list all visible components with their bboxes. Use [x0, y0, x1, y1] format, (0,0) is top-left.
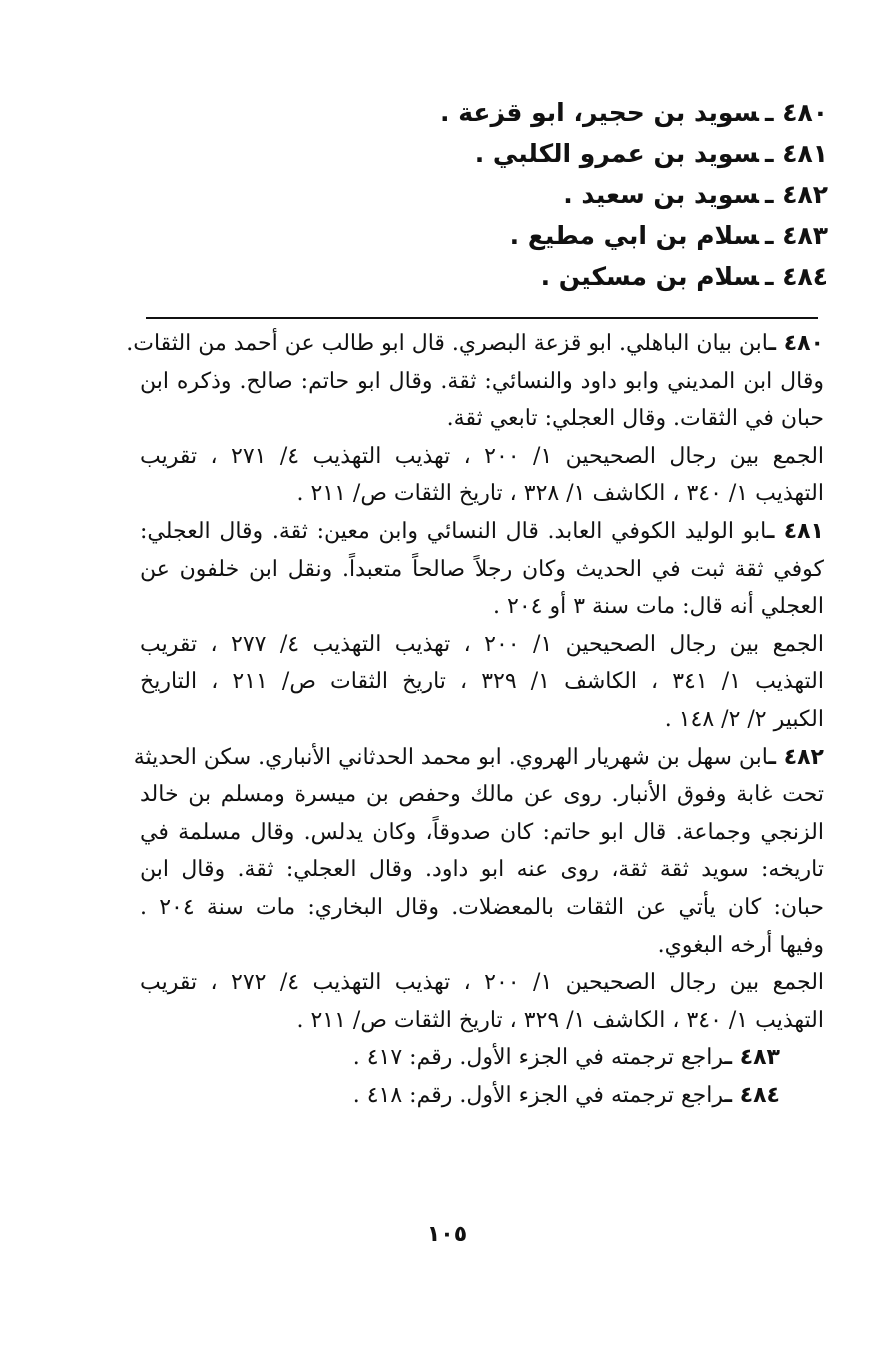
note-482-line-4 [140, 851, 824, 889]
note-482-ref-2 [140, 1002, 824, 1040]
note-481-line-3 [140, 588, 824, 626]
entry-483 [408, 215, 828, 256]
entry-name: سويد بن عمرو الكلبي . [474, 139, 759, 168]
note-number: ٤٨٢ ـ [768, 744, 824, 770]
entry-number: ٤٨١ ـ [764, 139, 828, 168]
note-483-line-1 [140, 1039, 824, 1077]
note-text: راجع ترجمته في الجزء الأول. رقم: ٤١٧ . [352, 1045, 725, 1071]
note-reference: التهذيب ١/ ٣٤٠ ، الكاشف ١/ ٣٢٨ ، تاريخ الثقات ص/ ٢١١ . [296, 481, 824, 507]
note-481-line-2 [140, 551, 824, 589]
footnote-divider [146, 317, 818, 319]
note-text: حبان في الثقات. وقال العجلي: تابعي ثقة. [446, 406, 824, 432]
entry-481 [408, 133, 828, 174]
note-text: ابن سهل بن شهريار الهروي. ابو محمد الحدثاني الأنباري. سكن الحديثة [133, 744, 769, 770]
note-text: ابو الوليد الكوفي العابد. قال النسائي وابن معين: ثقة. وقال العجلي: [140, 518, 767, 544]
note-text: راجع ترجمته في الجزء الأول. رقم: ٤١٨ . [352, 1082, 725, 1108]
entry-name: سويد بن سعيد . [563, 180, 759, 209]
note-text: كوفي ثقة ثبت في الحديث وكان رجلاً صالحاً متعبداً. ونقل ابن خلفون عن [140, 556, 824, 582]
note-text: حبان: كان يأتي عن الثقات بالمعضلات. وقال البخاري: مات سنة ٢٠٤ . [140, 894, 824, 920]
note-481-line-1 [140, 513, 824, 551]
note-number: ٤٨٤ ـ [724, 1082, 780, 1108]
note-481-ref-3 [140, 701, 824, 739]
entry-number: ٤٨٤ ـ [764, 262, 828, 291]
entry-number: ٤٨٢ ـ [764, 180, 828, 209]
entry-list [408, 92, 828, 297]
note-reference: الكبير ٢/ ٢/ ١٤٨ . [664, 706, 824, 732]
note-text: ابن بيان الباهلي. ابو قزعة البصري. قال ابو طالب عن أحمد من الثقات. [126, 331, 769, 356]
page-number: ١٠٥ [426, 1222, 468, 1247]
note-reference: التهذيب ١/ ٣٤١ ، الكاشف ١/ ٣٢٩ ، تاريخ الثقات ص/ ٢١١ ، التاريخ [140, 669, 824, 695]
note-480-line-1 [126, 325, 824, 363]
entry-number: ٤٨٣ ـ [764, 221, 828, 250]
footnotes [126, 325, 825, 1114]
note-480-ref-2 [140, 475, 824, 513]
note-482-line-2 [140, 776, 824, 814]
note-reference: الجمع بين رجال الصحيحين ١/ ٢٠٠ ، تهذيب التهذيب ٤/ ٢٧٢ ، تقريب [140, 970, 825, 996]
note-number: ٤٨٠ ـ [768, 331, 824, 356]
entry-number: ٤٨٠ ـ [764, 98, 828, 127]
note-text: تحت غابة وفوق الأنبار. روى عن مالك وحفص بن ميسرة ومسلم بن خالد [140, 782, 824, 808]
note-482-line-5 [140, 889, 824, 927]
note-482-line-6 [140, 927, 824, 965]
note-reference: التهذيب ١/ ٣٤٠ ، الكاشف ١/ ٣٢٩ ، تاريخ الثقات ص/ ٢١١ . [296, 1007, 824, 1033]
note-reference: الجمع بين رجال الصحيحين ١/ ٢٠٠ ، تهذيب التهذيب ٤/ ٢٧١ ، تقريب [140, 443, 825, 469]
entry-484 [408, 256, 828, 297]
note-number: ٤٨١ ـ [766, 518, 824, 544]
note-number: ٤٨٣ ـ [724, 1045, 780, 1071]
entry-480 [408, 92, 828, 133]
note-480-line-3 [140, 400, 824, 438]
note-481-ref-2 [140, 663, 824, 701]
note-text: العجلي أنه قال: مات سنة ٣ أو ٢٠٤ . [493, 594, 824, 620]
note-482-line-3 [140, 814, 824, 852]
note-text: وفيها أرخه البغوي. [657, 932, 824, 958]
note-481-ref-1 [140, 626, 824, 664]
note-480-ref-1 [140, 438, 824, 476]
entry-name: سلام بن مسكين . [540, 262, 759, 291]
note-text: وقال ابن المديني وابو داود والنسائي: ثقة. وقال ابو حاتم: صالح. وذكره ابن [140, 368, 824, 394]
entry-name: سويد بن حجير، ابو قزعة . [440, 98, 759, 127]
note-480-line-2 [140, 363, 824, 401]
entry-482 [408, 174, 828, 215]
note-text: تاريخه: سويد ثقة ثقة، روى عنه ابو داود. وقال العجلي: ثقة. وقال ابن [140, 857, 824, 883]
entry-name: سلام بن ابي مطيع . [509, 221, 759, 250]
note-482-ref-1 [140, 964, 824, 1002]
note-484-line-1 [140, 1077, 824, 1115]
note-reference: الجمع بين رجال الصحيحين ١/ ٢٠٠ ، تهذيب التهذيب ٤/ ٢٧٧ ، تقريب [140, 631, 825, 657]
note-text: الزنجي وجماعة. قال ابو حاتم: كان صدوقاً، وكان يدلس. وقال مسلمة في [140, 819, 824, 845]
note-482-line-1 [133, 739, 824, 777]
